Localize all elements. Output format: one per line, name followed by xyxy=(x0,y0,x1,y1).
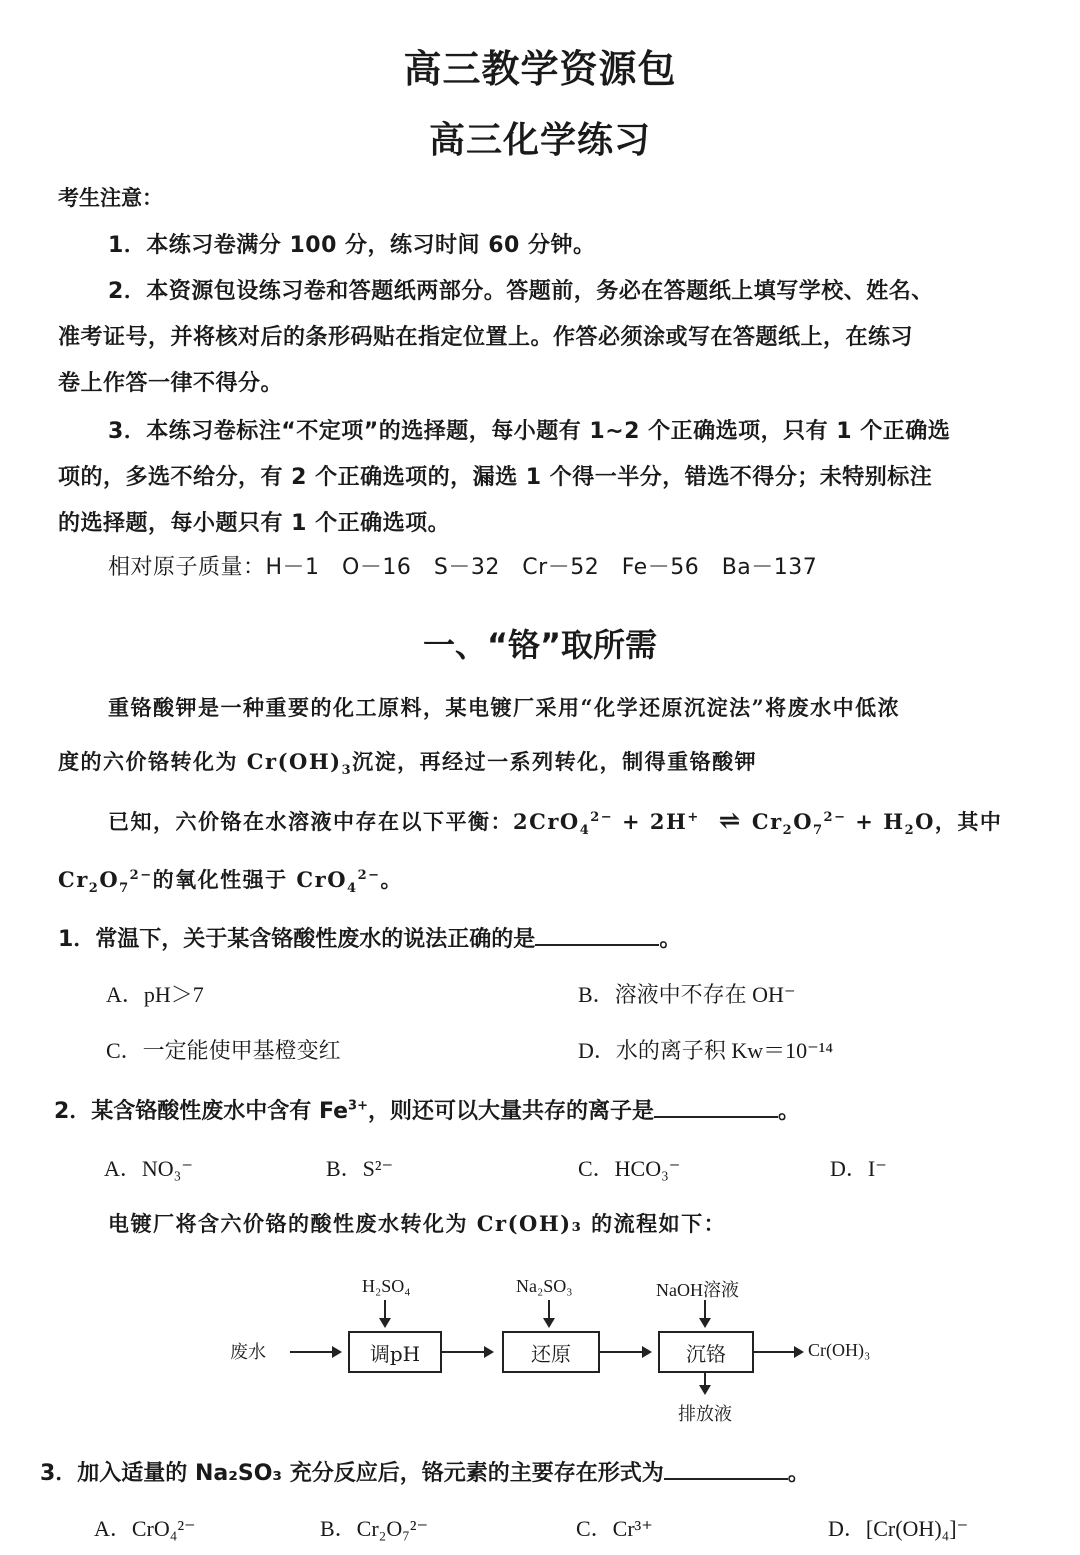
question-end: 。 xyxy=(659,927,682,952)
q2-option-a[interactable]: A．NO₃⁻ xyxy=(104,1156,193,1181)
notice-item-3-line-2: 项的，多选不给分，有 2 个正确选项的，漏选 1 个得一半分，错选不得分；未特别标注 xyxy=(58,465,933,490)
eq-term: O xyxy=(793,809,813,834)
subscript: 4 xyxy=(347,881,358,897)
question-text: 1．常温下，关于某含铬酸性废水的说法正确的是 xyxy=(58,927,536,952)
q1-option-c[interactable]: C．一定能使甲基橙变红 xyxy=(106,1038,341,1063)
step-label: 沉铬 xyxy=(686,1341,726,1366)
answer-blank[interactable] xyxy=(654,1096,778,1118)
equilibrium-arrow-icon: ⇌ xyxy=(718,806,742,836)
question-end: 。 xyxy=(787,1461,810,1486)
intro-line-1: 重铬酸钾是一种重要的化工原料，某电镀厂采用“化学还原沉淀法”将废水中低浓 xyxy=(108,695,901,720)
question-3-stem xyxy=(40,1456,810,1487)
reagent-h2so4: H₂SO₄ xyxy=(362,1276,411,1296)
atomic-masses: 相对原子质量：H－1 O－16 S－32 Cr－52 Fe－56 Ba－137 xyxy=(108,555,818,580)
answer-blank[interactable] xyxy=(535,924,659,946)
eq-term: + H xyxy=(846,809,905,834)
flow-input-label: 废水 xyxy=(230,1342,266,1362)
q3-option-d[interactable]: D．[Cr(OH)₄]⁻ xyxy=(828,1516,969,1541)
q2-option-b[interactable]: B．S²⁻ xyxy=(326,1156,394,1181)
superscript: 2− xyxy=(590,810,614,825)
question-text: 3．加入适量的 Na₂SO₃ 充分反应后，铬元素的主要存在形式为 xyxy=(40,1461,664,1486)
known-prefix: 已知，六价铬在水溶液中存在以下平衡： xyxy=(108,809,513,834)
subscript: 4 xyxy=(579,823,591,839)
arrow-right-icon xyxy=(600,1351,650,1353)
subscript: 7 xyxy=(119,881,130,897)
question-end: 。 xyxy=(778,1099,801,1124)
superscript: 2− xyxy=(129,868,153,883)
step-reduction xyxy=(502,1331,600,1373)
subscript: 7 xyxy=(813,823,824,839)
notice-item-1: 1．本练习卷满分 100 分，练习时间 60 分钟。 xyxy=(108,233,596,258)
oxidation-line xyxy=(58,864,403,896)
reagent-naoh: NaOH溶液 xyxy=(656,1280,739,1300)
eq-term: O，其中 xyxy=(915,809,1003,834)
answer-blank[interactable] xyxy=(664,1458,788,1480)
arrow-down-icon xyxy=(384,1300,386,1326)
step-adjust-ph xyxy=(348,1331,442,1373)
arrow-right-icon xyxy=(290,1351,340,1353)
q1-option-a[interactable]: A．pH＞7 xyxy=(106,982,204,1007)
intro-text: 度的六价铬转化为 Cr(OH) xyxy=(58,749,342,774)
step-label: 调pH xyxy=(369,1341,421,1366)
q3-option-a[interactable]: A．CrO₄²⁻ xyxy=(94,1516,196,1541)
eq-term: 。 xyxy=(380,867,404,892)
notice-heading: 考生注意： xyxy=(58,186,163,210)
notice-item-2-line-2: 准考证号，并将核对后的条形码贴在指定位置上。作答必须涂或写在答题纸上，在练习 xyxy=(58,325,914,350)
intro-text: 沉淀，再经过一系列转化，制得重铬酸钾 xyxy=(352,749,758,774)
superscript: 2− xyxy=(357,868,381,883)
notice-item-2-line-3: 卷上作答一律不得分。 xyxy=(58,371,284,396)
q3-option-b[interactable]: B．Cr₂O₇²⁻ xyxy=(320,1516,429,1541)
eq-term: Cr xyxy=(751,809,783,834)
document-subtitle: 高三化学练习 xyxy=(428,120,651,161)
step-label: 还原 xyxy=(531,1341,571,1366)
equilibrium-line xyxy=(108,806,1002,838)
q2-option-c[interactable]: C．HCO₃⁻ xyxy=(578,1156,681,1181)
arrow-right-icon xyxy=(754,1351,802,1353)
arrow-down-icon xyxy=(704,1300,706,1326)
arrow-down-icon xyxy=(704,1373,706,1393)
notice-item-3-line-1: 3．本练习卷标注“不定项”的选择题，每小题有 1~2 个正确选项，只有 1 个正确选 xyxy=(108,419,951,444)
eq-term: 2CrO xyxy=(513,809,580,834)
step-precipitate-chromium xyxy=(658,1331,754,1373)
superscript: 3+ xyxy=(348,1098,368,1114)
eq-term: + 2H xyxy=(613,809,688,834)
arrow-down-icon xyxy=(548,1300,550,1326)
eq-term: O xyxy=(99,867,120,892)
subscript: 2 xyxy=(782,823,794,839)
notice-item-2-line-1: 2．本资源包设练习卷和答题纸两部分。答题前，务必在答题纸上填写学校、姓名、 xyxy=(108,279,934,304)
arrow-right-icon xyxy=(442,1351,492,1353)
question-2-stem xyxy=(54,1094,800,1125)
flow-output-label: Cr(OH)₃ xyxy=(808,1340,871,1360)
eq-term: 的氧化性强于 CrO xyxy=(152,867,348,892)
eq-term: Cr xyxy=(58,867,89,892)
reagent-na2so3: Na₂SO₃ xyxy=(516,1276,573,1296)
subscript: 2 xyxy=(88,881,100,897)
q1-option-b[interactable]: B．溶液中不存在 OH⁻ xyxy=(578,982,796,1007)
section-title: 一、“铬”取所需 xyxy=(422,626,658,664)
notice-item-3-line-3: 的选择题，每小题只有 1 个正确选项。 xyxy=(58,511,451,536)
question-1-stem xyxy=(58,922,681,953)
question-text: 2．某含铬酸性废水中含有 Fe xyxy=(54,1099,349,1124)
question-text: ，则还可以大量共存的离子是 xyxy=(367,1099,654,1124)
flow-intro: 电镀厂将含六价铬的酸性废水转化为 Cr(OH)₃ 的流程如下： xyxy=(108,1211,727,1236)
q1-option-d[interactable]: D．水的离子积 Kw＝10⁻¹⁴ xyxy=(578,1038,834,1063)
superscript: + xyxy=(687,810,700,825)
document-title: 高三教学资源包 xyxy=(403,47,677,91)
superscript: 2− xyxy=(823,810,847,825)
q2-option-d[interactable]: D．I⁻ xyxy=(830,1156,887,1181)
subscript: 2 xyxy=(904,823,916,839)
subscript: 3 xyxy=(341,763,353,779)
q3-option-c[interactable]: C．Cr³⁺ xyxy=(576,1516,653,1541)
intro-line-2 xyxy=(58,746,757,778)
waste-liquid-label: 排放液 xyxy=(678,1404,732,1424)
